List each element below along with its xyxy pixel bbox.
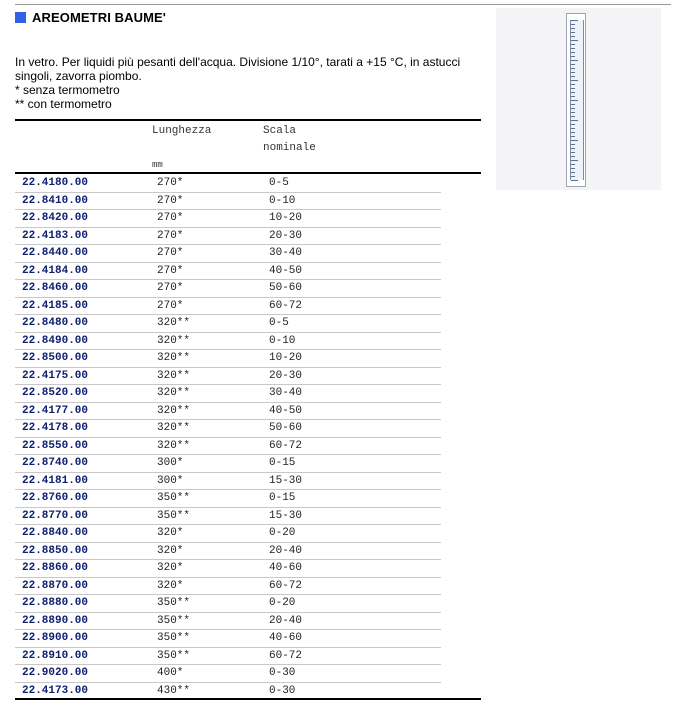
- scale-tick: [571, 80, 578, 81]
- table-row: [15, 263, 441, 281]
- top-divider: [15, 4, 671, 5]
- table-row: [15, 560, 441, 578]
- scale-cell: 0-15: [269, 457, 296, 470]
- title-square-icon: [15, 12, 26, 23]
- scale-tick: [571, 168, 575, 169]
- table-row: [15, 630, 441, 648]
- scale-cell: 60-72: [269, 649, 303, 662]
- scale-tick: [571, 152, 575, 153]
- scale-tick: [571, 36, 575, 37]
- product-code-link[interactable]: 22.4180.00: [22, 177, 89, 190]
- table-row: [15, 648, 441, 666]
- length-cell: 270*: [157, 229, 184, 242]
- scale-cell: 30-40: [269, 247, 303, 260]
- header-length: Lunghezza: [152, 125, 212, 137]
- product-code-link[interactable]: 22.8490.00: [22, 334, 89, 347]
- description-line: * senza termometro: [15, 83, 120, 97]
- length-cell: 320**: [157, 369, 191, 382]
- length-cell: 300*: [157, 474, 184, 487]
- product-code-link[interactable]: 22.8900.00: [22, 632, 89, 645]
- length-cell: 350**: [157, 614, 191, 627]
- scale-cell: 0-20: [269, 527, 296, 540]
- product-code-link[interactable]: 22.8740.00: [22, 457, 89, 470]
- scale-cell: 20-30: [269, 229, 303, 242]
- length-cell: 320**: [157, 439, 191, 452]
- table-row: [15, 245, 441, 263]
- length-cell: 270*: [157, 194, 184, 207]
- product-code-link[interactable]: 22.8860.00: [22, 562, 89, 575]
- table-row: [15, 473, 441, 491]
- length-cell: 350**: [157, 597, 191, 610]
- table-row: [15, 298, 441, 316]
- table-row: [15, 420, 441, 438]
- scale-tick: [571, 44, 575, 45]
- product-code-link[interactable]: 22.8850.00: [22, 544, 89, 557]
- length-cell: 320*: [157, 527, 184, 540]
- hydrometer-illustration-icon: [566, 13, 586, 187]
- length-cell: 300*: [157, 457, 184, 470]
- scale-tick: [571, 156, 575, 157]
- scale-tick: [571, 88, 575, 89]
- scale-cell: 20-30: [269, 369, 303, 382]
- scale-cell: 0-30: [269, 684, 296, 697]
- scale-cell: 40-60: [269, 632, 303, 645]
- header-scale-line1: Scala: [263, 125, 297, 137]
- scale-tick: [571, 100, 578, 101]
- scale-tick: [571, 124, 575, 125]
- scale-tick: [571, 52, 575, 53]
- scale-cell: 20-40: [269, 544, 303, 557]
- table-row: [15, 175, 441, 193]
- length-cell: 320*: [157, 544, 184, 557]
- scale-cell: 15-30: [269, 509, 303, 522]
- product-code-link[interactable]: 22.4185.00: [22, 299, 89, 312]
- scale-tick: [571, 176, 575, 177]
- scale-tick: [571, 28, 575, 29]
- product-code-link[interactable]: 22.8910.00: [22, 649, 89, 662]
- table-row: [15, 508, 441, 526]
- length-cell: 320*: [157, 562, 184, 575]
- product-code-link[interactable]: 22.8500.00: [22, 352, 89, 365]
- table-row: [15, 578, 441, 596]
- length-cell: 270*: [157, 177, 184, 190]
- scale-cell: 0-10: [269, 334, 296, 347]
- scale-tick: [571, 32, 575, 33]
- product-code-link[interactable]: 22.8480.00: [22, 317, 89, 330]
- length-cell: 320**: [157, 352, 191, 365]
- length-cell: 320**: [157, 387, 191, 400]
- product-table-body: [15, 175, 441, 700]
- scale-cell: 0-5: [269, 317, 289, 330]
- table-row: [15, 368, 441, 386]
- scale-tick: [571, 120, 578, 121]
- scale-tick: [571, 64, 575, 65]
- product-code-link[interactable]: 22.8760.00: [22, 492, 89, 505]
- scale-tick: [571, 172, 575, 173]
- table-row: [15, 403, 441, 421]
- scale-tick: [571, 112, 575, 113]
- scale-tick: [571, 56, 575, 57]
- scale-tick: [571, 72, 575, 73]
- length-cell: 270*: [157, 212, 184, 225]
- table-header-rule: [15, 172, 481, 174]
- product-code-link[interactable]: 22.8890.00: [22, 614, 89, 627]
- scale-cell: 0-10: [269, 194, 296, 207]
- length-cell: 350**: [157, 649, 191, 662]
- scale-cell: 0-20: [269, 597, 296, 610]
- scale-cell: 0-5: [269, 177, 289, 190]
- length-cell: 430**: [157, 684, 191, 697]
- table-row: [15, 525, 441, 543]
- length-cell: 320**: [157, 334, 191, 347]
- section-title: [15, 10, 166, 25]
- product-code-link[interactable]: 22.4183.00: [22, 229, 89, 242]
- scale-cell: 60-72: [269, 579, 303, 592]
- length-cell: 350**: [157, 509, 191, 522]
- length-cell: 320*: [157, 579, 184, 592]
- table-row: [15, 613, 441, 631]
- scale-cell: 40-50: [269, 264, 303, 277]
- length-cell: 270*: [157, 282, 184, 295]
- product-code-link[interactable]: 22.8880.00: [22, 597, 89, 610]
- table-row: [15, 193, 441, 211]
- scale-cell: 0-30: [269, 667, 296, 680]
- table-top-rule: [15, 119, 481, 121]
- scale-tick: [571, 128, 575, 129]
- scale-tick: [571, 84, 575, 85]
- table-row: [15, 543, 441, 561]
- scale-cell: 60-72: [269, 439, 303, 452]
- table-row: [15, 210, 441, 228]
- scale-tick: [571, 92, 575, 93]
- scale-cell: 20-40: [269, 614, 303, 627]
- scale-tick: [571, 148, 575, 149]
- product-code-link[interactable]: 22.9020.00: [22, 667, 89, 680]
- product-code-link[interactable]: 22.8520.00: [22, 387, 89, 400]
- product-code-link[interactable]: 22.4184.00: [22, 264, 89, 277]
- scale-tick: [571, 136, 575, 137]
- scale-tick: [571, 164, 575, 165]
- scale-cell: 40-50: [269, 404, 303, 417]
- product-code-link[interactable]: 22.4178.00: [22, 422, 89, 435]
- scale-tick: [571, 104, 575, 105]
- scale-cell: 15-30: [269, 474, 303, 487]
- scale-cell: 50-60: [269, 422, 303, 435]
- length-cell: 350**: [157, 492, 191, 505]
- product-code-link[interactable]: 22.4181.00: [22, 474, 89, 487]
- scale-cell: 60-72: [269, 299, 303, 312]
- product-code-link[interactable]: 22.8770.00: [22, 509, 89, 522]
- product-code-link[interactable]: 22.8440.00: [22, 247, 89, 260]
- scale-cell: 0-15: [269, 492, 296, 505]
- scale-tick: [571, 48, 575, 49]
- product-description: [15, 55, 485, 111]
- description-line: In vetro. Per liquidi più pesanti dell'acqua. Divisione 1/10°, tarati a +15 °C, in astucci: [15, 55, 461, 69]
- scale-tick: [571, 160, 578, 161]
- length-cell: 270*: [157, 247, 184, 260]
- product-code-link[interactable]: 22.8420.00: [22, 212, 89, 225]
- scale-cell: 10-20: [269, 352, 303, 365]
- scale-tick: [571, 132, 575, 133]
- description-line: ** con termometro: [15, 97, 112, 111]
- scale-cell: 30-40: [269, 387, 303, 400]
- product-code-link[interactable]: 22.8410.00: [22, 194, 89, 207]
- header-length-unit: mm: [152, 160, 163, 170]
- scale-tick: [571, 68, 575, 69]
- scale-tick: [571, 20, 578, 21]
- table-row: [15, 595, 441, 613]
- table-row: [15, 665, 441, 683]
- scale-tick: [571, 140, 578, 141]
- table-row: [15, 228, 441, 246]
- scale-tick: [571, 180, 578, 181]
- scale-cell: 50-60: [269, 282, 303, 295]
- scale-tick: [571, 60, 578, 61]
- length-cell: 320**: [157, 317, 191, 330]
- page-title: AREOMETRI BAUME': [32, 10, 166, 25]
- scale-tick: [571, 40, 578, 41]
- product-code-link[interactable]: 22.8460.00: [22, 282, 89, 295]
- table-row: [15, 438, 441, 456]
- product-code-link[interactable]: 22.8840.00: [22, 527, 89, 540]
- length-cell: 400*: [157, 667, 184, 680]
- product-code-link[interactable]: 22.4175.00: [22, 369, 89, 382]
- scale-tick: [571, 108, 575, 109]
- description-line: singoli, zavorra piombo.: [15, 69, 142, 83]
- length-cell: 270*: [157, 299, 184, 312]
- table-row: [15, 350, 441, 368]
- product-code-link[interactable]: 22.4173.00: [22, 684, 89, 697]
- table-row: [15, 455, 441, 473]
- table-row: [15, 280, 441, 298]
- length-cell: 320**: [157, 422, 191, 435]
- length-cell: 270*: [157, 264, 184, 277]
- table-row: [15, 315, 441, 333]
- table-bottom-rule: [15, 698, 481, 700]
- scale-tick: [571, 96, 575, 97]
- scale-tick: [571, 144, 575, 145]
- table-row: [15, 333, 441, 351]
- length-cell: 350**: [157, 632, 191, 645]
- scale-cell: 10-20: [269, 212, 303, 225]
- product-code-link[interactable]: 22.8870.00: [22, 579, 89, 592]
- table-row: [15, 490, 441, 508]
- product-code-link[interactable]: 22.8550.00: [22, 439, 89, 452]
- scale-tick: [571, 24, 575, 25]
- scale-tick: [571, 116, 575, 117]
- hydrometer-scale: [570, 20, 584, 180]
- table-row: [15, 385, 441, 403]
- product-code-link[interactable]: 22.4177.00: [22, 404, 89, 417]
- scale-tick: [571, 76, 575, 77]
- length-cell: 320**: [157, 404, 191, 417]
- header-scale-line2: nominale: [263, 142, 316, 154]
- scale-cell: 40-60: [269, 562, 303, 575]
